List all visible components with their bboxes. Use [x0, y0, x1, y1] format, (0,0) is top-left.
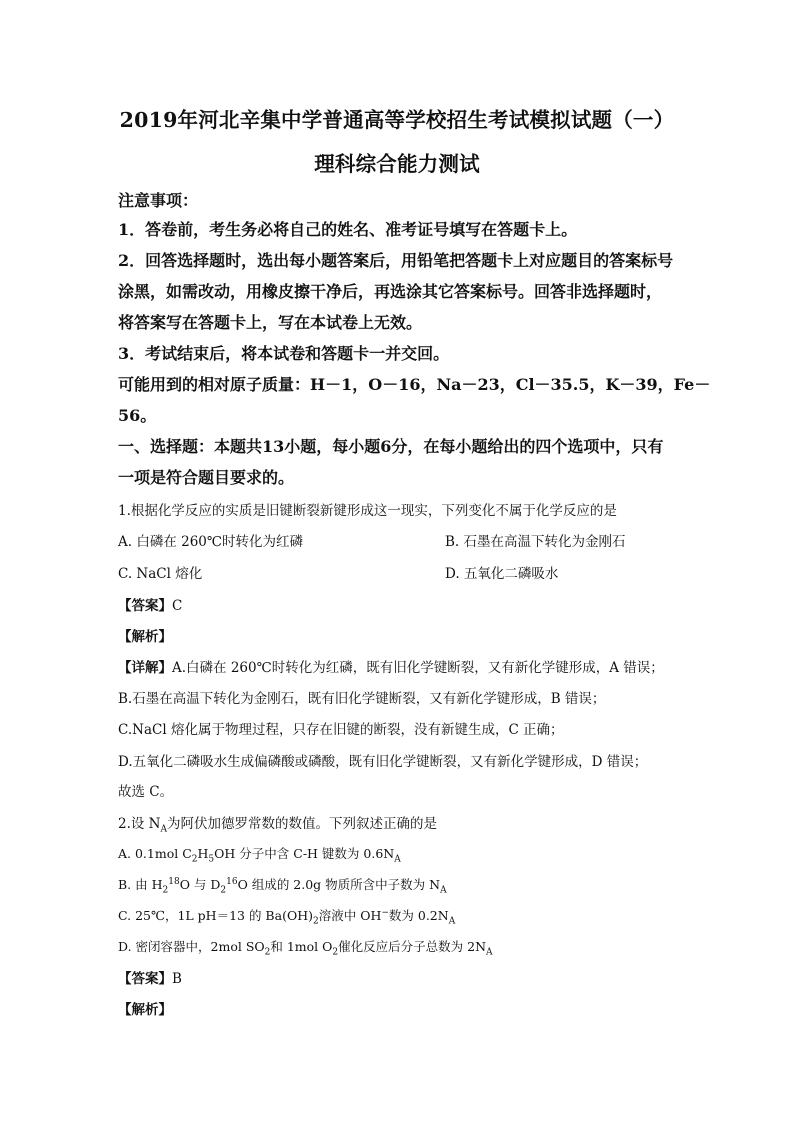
q2b-mid: O 与 D: [179, 877, 221, 892]
q2c-post: 数为 0.2N: [388, 908, 449, 923]
q2c-sub-a: A: [448, 916, 456, 927]
question-2-answer: [118, 967, 182, 987]
question-1-conclusion: 故选 C。: [118, 784, 174, 800]
question-2-stem: [118, 812, 437, 835]
question-2-option-c: [118, 906, 456, 927]
q2d-sub-2: 2: [332, 947, 339, 958]
notice-item-2-line-2: 涂黑，如需改动，用橡皮擦干净后，再选涂其它答案标号。回答非选择题时，: [118, 282, 663, 301]
q2b-sub-2: 2: [220, 885, 227, 896]
q2a-sub-1: 2: [191, 854, 198, 865]
page-title: 2019年河北辛集中学普通高等学校招生考试模拟试题（一）: [119, 108, 675, 132]
atomic-mass-line-2: 56。: [118, 406, 157, 425]
answer-tag: 【答案】: [118, 598, 172, 614]
q2b-sub-1: 2: [162, 885, 169, 896]
section-heading-line-2: 一项是符合题目要求的。: [118, 468, 295, 487]
q2-stem-post: 为阿伏加德罗常数的数值。下列叙述正确的是: [166, 816, 437, 832]
question-1-answer: [118, 594, 182, 614]
question-1-detail-c: C.NaCl 熔化属于物理过程，只存在旧键的断裂，没有新键生成，C 正确；: [118, 722, 564, 738]
question-1-detail-d: D.五氧化二磷吸水生成偏磷酸或磷酸，既有旧化学键断裂，又有新化学键形成，D 错误；: [118, 754, 648, 770]
question-2-option-b: [118, 875, 447, 896]
q2d-post: 催化反应后分子总数为 2N: [338, 939, 487, 954]
notice-item-2-line-3: 将答案写在答题卡上，写在本试卷上无效。: [118, 313, 423, 332]
answer-value: B: [172, 971, 182, 987]
q2b-pre: B. 由 H: [118, 877, 163, 892]
q2-stem-pre: 2.设 N: [118, 816, 161, 832]
notice-item-2-line-1: 2．回答选择题时，选出每小题答案后，用铅笔把答题卡上对应题目的答案标号: [118, 251, 674, 270]
q2a-sub-a: A: [394, 854, 401, 865]
detail-tag: 【详解】: [118, 660, 172, 676]
q2d-sub-1: 2: [264, 947, 271, 958]
notice-item-3: 3．考试结束后，将本试卷和答题卡一并交回。: [118, 344, 450, 363]
question-2-option-a: [118, 844, 401, 865]
q2c-sub-1: 2: [312, 916, 319, 927]
detail-a-text: A.白磷在 260℃时转化为红磷，既有旧化学键断裂，又有新化学键形成，A 错误；: [172, 660, 664, 676]
q2a-sub-2: 5: [208, 854, 215, 865]
q2c-pre: C. 25℃，1L pH＝13 的 Ba(OH): [118, 908, 313, 923]
q2b-sup-1: 18: [168, 876, 180, 887]
notice-item-1: 1．答卷前，考生务必将自己的姓名、准考证号填写在答题卡上。: [118, 220, 578, 239]
q2c-sup: −: [381, 907, 389, 918]
section-heading-line-1: 一、选择题：本题共13小题，每小题6分，在每小题给出的四个选项中，只有: [118, 437, 664, 456]
question-2-option-d: [118, 937, 493, 958]
notice-heading: 注意事项：: [118, 191, 199, 210]
question-2-analysis-tag: 【解析】: [118, 1002, 172, 1018]
answer-tag: 【答案】: [118, 971, 172, 987]
question-1-detail-b: B.石墨在高温下转化为金刚石，既有旧化学键断裂，又有新化学键形成，B 错误；: [118, 691, 606, 707]
atomic-mass-line-1: 可能用到的相对原子质量：H－1，O－16，Na－23，Cl－35.5，K－39，Fe－: [118, 375, 711, 394]
q2b-sup-2: 16: [226, 876, 238, 887]
q2d-mid: 和 1mol O: [270, 939, 333, 954]
q2d-sub-a: A: [486, 947, 493, 958]
q2-stem-sub: A: [160, 824, 167, 835]
q2b-post: O 组成的 2.0g 物质所含中子数为 N: [237, 877, 441, 892]
question-1-analysis-tag: 【解析】: [118, 629, 172, 645]
q2a-mid: H: [197, 846, 209, 861]
q2c-mid: 溶液中 OH: [318, 908, 382, 923]
q2a-post: OH 分子中含 C-H 键数为 0.6N: [214, 846, 395, 861]
question-1-option-c: C. NaCl 熔化: [118, 566, 203, 582]
question-1-stem: 1.根据化学反应的实质是旧键断裂新键形成这一现实，下列变化不属于化学反应的是: [118, 503, 617, 519]
question-1-option-a: A. 白磷在 260℃时转化为红磷: [118, 534, 303, 550]
q2a-pre: A. 0.1mol C: [118, 846, 192, 861]
q2b-sub-a: A: [440, 885, 447, 896]
page-subtitle: 理科综合能力测试: [314, 152, 480, 176]
answer-value: C: [172, 598, 183, 614]
question-1-detail-a: [118, 656, 664, 676]
question-1-option-d: D. 五氧化二磷吸水: [445, 566, 559, 582]
q2d-pre: D. 密闭容器中，2mol SO: [118, 939, 265, 954]
question-1-option-b: B. 石墨在高温下转化为金刚石: [445, 534, 626, 550]
